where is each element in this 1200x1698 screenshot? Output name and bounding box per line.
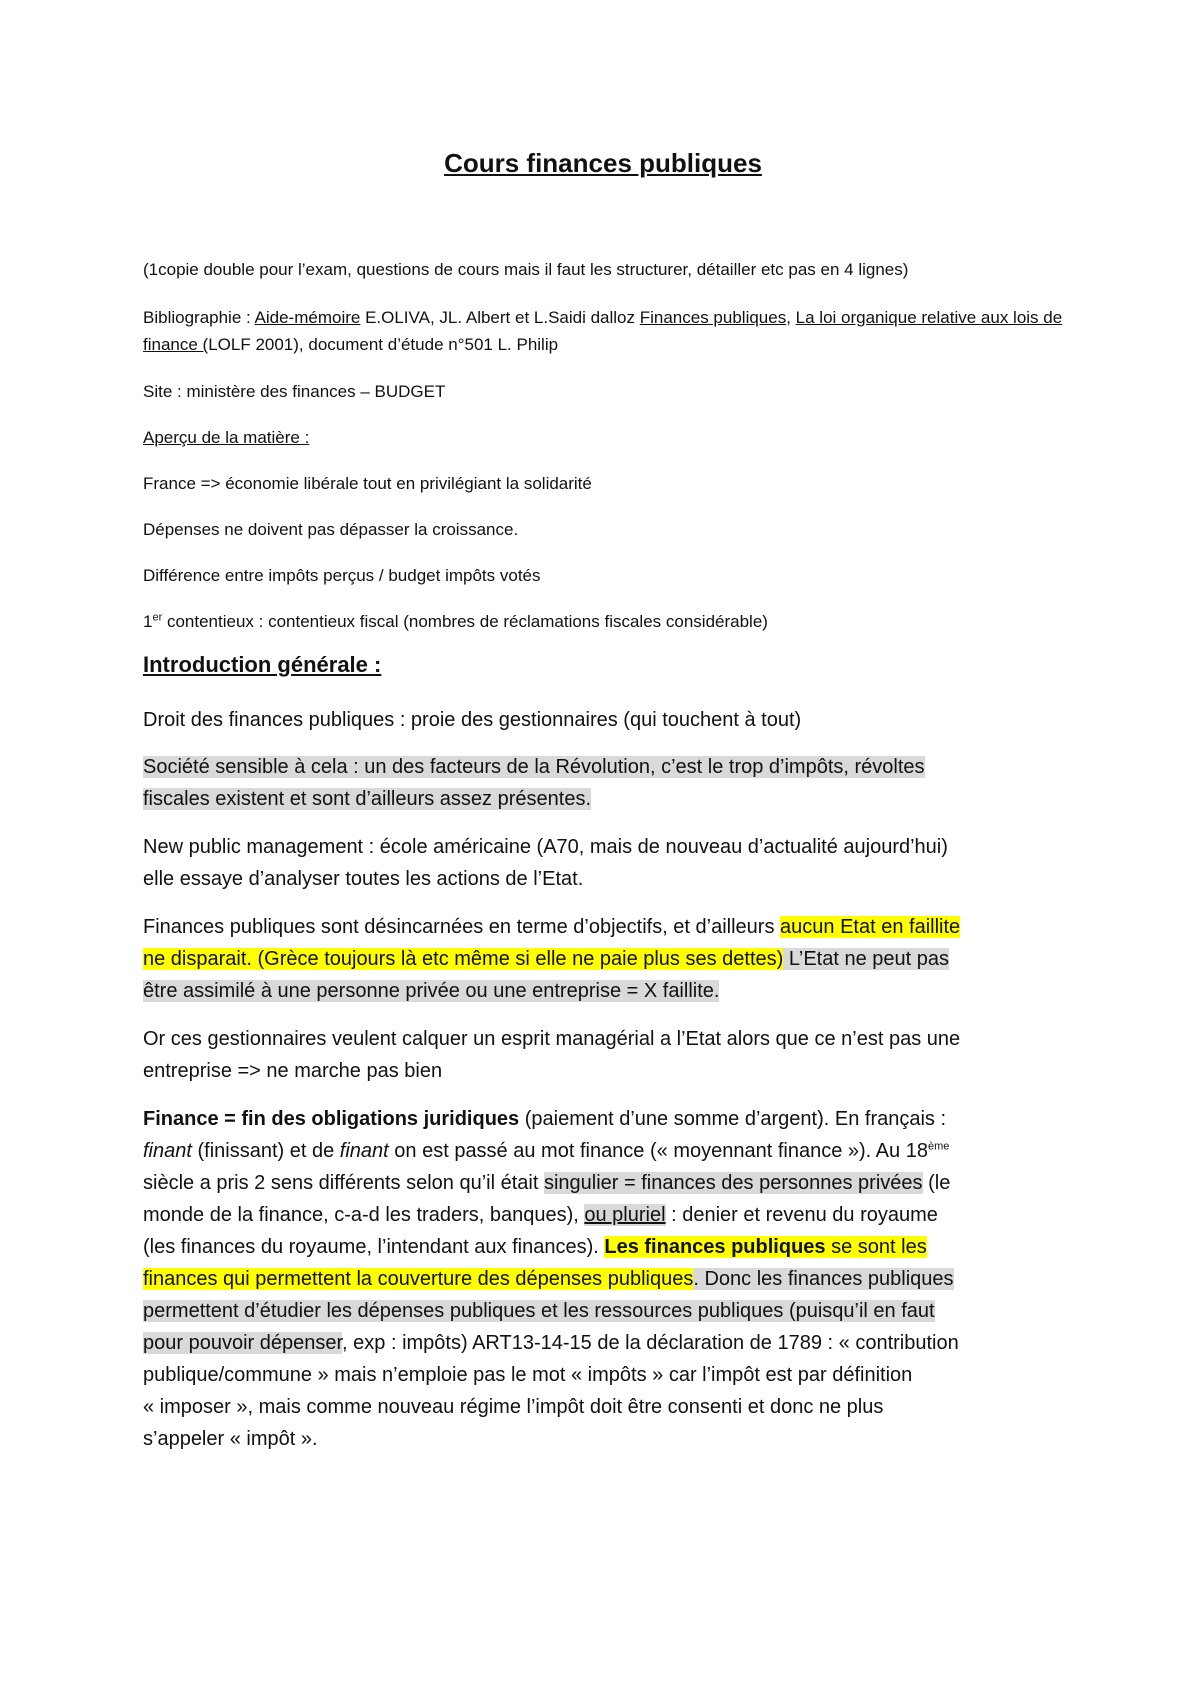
bibliography-comma: , (786, 308, 796, 327)
p2-line-2: fiscales existent et sont d’ailleurs assez présentes. (143, 788, 591, 810)
p6-line-6a: finances qui permettent la couverture des dépenses publiques (143, 1268, 694, 1290)
p6-line-8b: , exp : impôts) ART13-14-15 de la déclaration de 1789 : « contribution (342, 1332, 959, 1354)
p6-line-4c: : denier et revenu du royaume (665, 1204, 938, 1226)
p6-line-2b: (finissant) et de (191, 1140, 340, 1162)
paragraph-3 (143, 831, 1063, 895)
bibliography-rest: LOLF 2001), document d’étude n°501 L. Philip (208, 335, 559, 354)
p4-line-2b: L’Etat ne peut pas (783, 948, 949, 970)
p6-line-5b: Les finances publiques (604, 1236, 826, 1258)
p6-line-5c: se sont les (825, 1236, 927, 1258)
page-title: Cours finances publiques (444, 148, 762, 178)
p6-line-4b: ou pluriel (584, 1204, 666, 1226)
paragraph-1: Droit des finances publiques : proie des gestionnaires (qui touchent à tout) (143, 709, 802, 731)
france-line: France => économie libérale tout en privilégiant la solidarité (143, 474, 592, 493)
paragraph-5 (143, 1023, 1063, 1087)
contentieux-text: contentieux : contentieux fiscal (nombres de réclamations fiscales considérable) (162, 612, 768, 631)
p2-line-1: Société sensible à cela : un des facteurs de la Révolution, c’est le trop d’impôts, révoltes (143, 756, 925, 778)
p6-line-3c: (le (922, 1172, 951, 1194)
bibliography (143, 304, 1063, 358)
p6-line-4a: monde de la finance, c-a-d les traders, banques), (143, 1204, 585, 1226)
p4-line-3: être assimilé à une personne privée ou une entreprise = X faillite. (143, 980, 720, 1002)
contentieux-number: 1 (143, 612, 153, 631)
contentieux-sup: er (152, 611, 163, 624)
p6-line-2-sup: ème (927, 1140, 950, 1153)
depenses-line: Dépenses ne doivent pas dépasser la croissance. (143, 520, 519, 539)
intro-note: (1copie double pour l’exam, questions de cours mais il faut les structurer, détailler etc pas en 4 lignes) (143, 260, 909, 279)
p5-line-2: entreprise => ne marche pas bien (143, 1060, 443, 1082)
difference-line: Différence entre impôts perçus / budget impôts votés (143, 566, 541, 585)
bibliography-aide-memoire: Aide-mémoire (254, 308, 361, 327)
p6-line-10: « imposer », mais comme nouveau régime l’impôt doit être consenti et donc ne plus (143, 1396, 884, 1418)
p3-line-2: elle essaye d’analyser toutes les actions de l’Etat. (143, 868, 584, 890)
bibliography-lolf: La loi organique relative aux lois de finance ( (143, 308, 1063, 354)
p6-line-11: s’appeler « impôt ». (143, 1428, 318, 1450)
p6-line-9: publique/commune » mais n’emploie pas le mot « impôts » car l’impôt est par définition (143, 1364, 913, 1386)
p6-line-3b: singulier = finances des personnes privées (543, 1172, 923, 1194)
p6-line-1b: (paiement d’une somme d’argent). En français : (519, 1108, 947, 1130)
p3-line-1: New public management : école américaine (A70, mais de nouveau d’actualité aujourd’hui) (143, 836, 948, 858)
p4-line-1a: Finances publiques sont désincarnées en terme d’objectifs, et d’ailleurs (143, 916, 781, 938)
site-line: Site : ministère des finances – BUDGET (143, 382, 446, 401)
paragraph-4 (143, 911, 1063, 1007)
p4-line-1b: aucun Etat en faillite (780, 916, 961, 938)
intro-heading: Introduction générale : (143, 652, 382, 677)
p6-line-2a: finant (143, 1140, 192, 1162)
p6-line-6b: . Donc les finances publiques (693, 1268, 954, 1290)
p6-line-3a: siècle a pris 2 sens différents selon qu’il était (143, 1172, 544, 1194)
p6-line-2c: finant (339, 1140, 389, 1162)
bibliography-label: Bibliographie : (143, 308, 255, 327)
bibliography-authors: E.OLIVA, JL. Albert et L.Saidi dalloz (360, 308, 640, 327)
apercu-heading: Aperçu de la matière : (143, 428, 310, 447)
p5-line-1: Or ces gestionnaires veulent calquer un esprit managérial a l’Etat alors que ce n’est pas une (143, 1028, 961, 1050)
p6-line-5a: (les finances du royaume, l’intendant aux finances). (143, 1236, 605, 1258)
contentieux-line (143, 608, 1063, 635)
p6-line-8a: pour pouvoir dépenser (143, 1332, 343, 1354)
p6-line-1a: Finance = fin des obligations juridiques (143, 1108, 520, 1130)
bibliography-finances-publiques: Finances publiques (639, 308, 787, 327)
paragraph-6 (143, 1103, 1063, 1455)
paragraph-2 (143, 751, 1063, 815)
p4-line-2a: ne disparait. (Grèce toujours là etc même si elle ne paie plus ses dettes) (143, 948, 784, 970)
p6-line-2d: on est passé au mot finance (« moyennant finance »). Au 18 (388, 1140, 928, 1162)
p6-line-7: permettent d’étudier les dépenses publiques et les ressources publiques (puisqu’il en faut (143, 1300, 935, 1322)
